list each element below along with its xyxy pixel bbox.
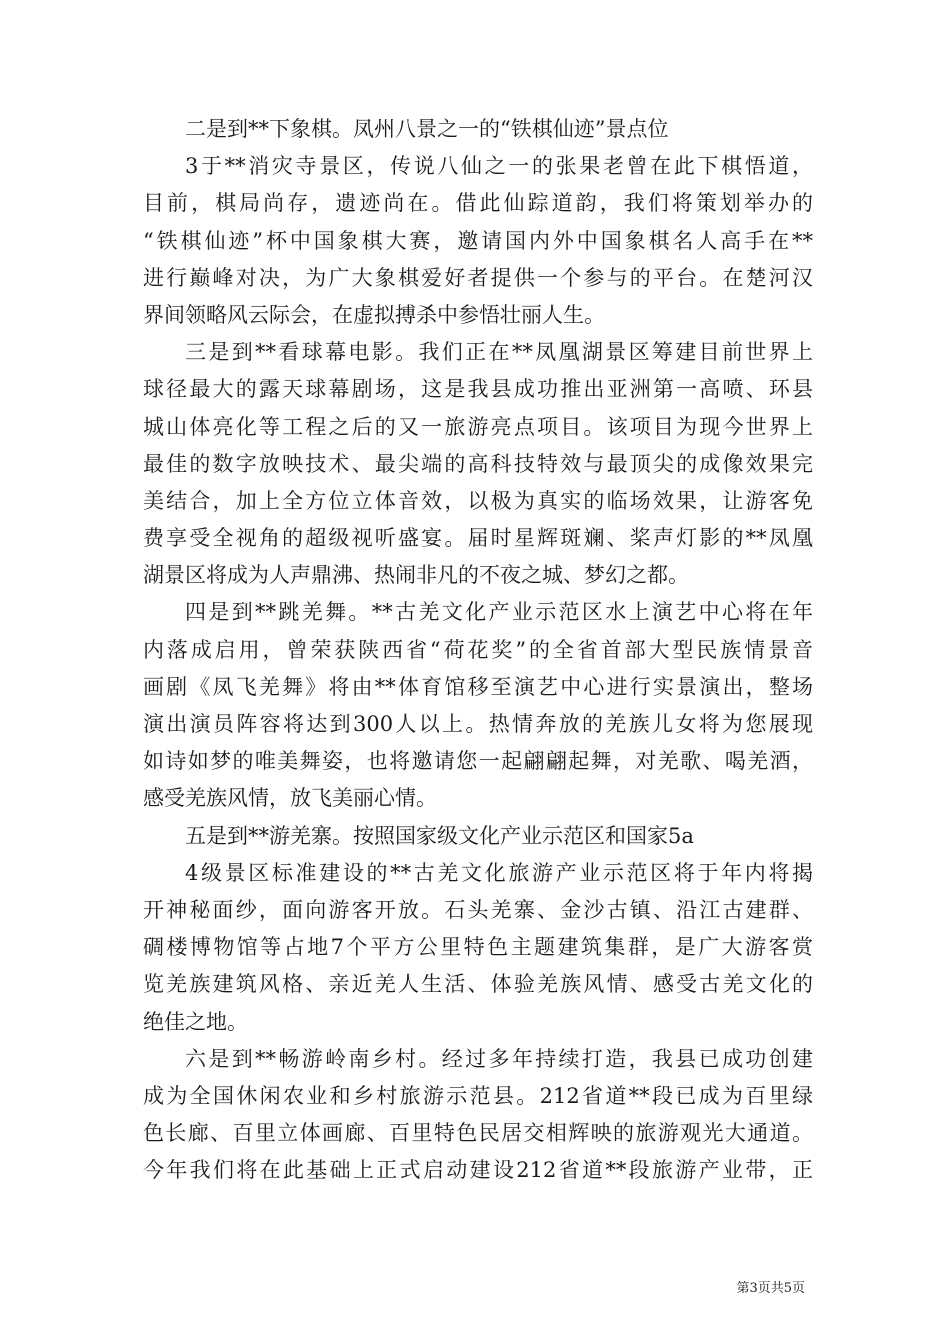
page-number-footer: 第3页共5页	[736, 1281, 805, 1296]
text-line: 如诗如梦的唯美舞姿，也将邀请您一起翩翩起舞，对羌歌、喝羌酒，	[143, 749, 813, 774]
text-line: 画剧《凤飞羌舞》将由**体育馆移至演艺中心进行实景演出，整场	[143, 674, 813, 699]
text-line: “铁棋仙迹”杯中国象棋大赛，邀请国内外中国象棋名人高手在**	[143, 228, 813, 253]
text-line: 目前，棋局尚存，遗迹尚在。借此仙踪道韵，我们将策划举办的	[143, 191, 813, 216]
text-line: 3于**消灾寺景区，传说八仙之一的张果老曾在此下棋悟道，	[185, 154, 813, 179]
text-line: 四是到**跳羌舞。**古羌文化产业示范区水上演艺中心将在年	[185, 600, 813, 625]
text-line: 感受羌族风情，放飞美丽心情。	[143, 786, 437, 811]
text-line: 美结合，加上全方位立体音效，以极为真实的临场效果，让游客免	[143, 488, 813, 513]
text-line: 4级景区标准建设的**古羌文化旅游产业示范区将于年内将揭	[185, 860, 813, 885]
text-line: 开神秘面纱，面向游客开放。石头羌寨、金沙古镇、沿江古建群、	[143, 897, 813, 922]
text-line: 五是到**游羌寨。按照国家级文化产业示范区和国家5a	[185, 823, 694, 848]
text-line: 球径最大的露天球幕剧场，这是我县成功推出亚洲第一高喷、环县	[143, 377, 813, 402]
text-line: 演出演员阵容将达到300人以上。热情奔放的羌族儿女将为您展现	[143, 712, 813, 736]
text-line: 湖景区将成为人声鼎沸、热闹非凡的不夜之城、梦幻之都。	[143, 563, 689, 588]
text-line: 进行巅峰对决，为广大象棋爱好者提供一个参与的平台。在楚河汉	[143, 265, 813, 290]
text-line: 色长廊、百里立体画廊、百里特色民居交相辉映的旅游观光大通道。	[143, 1121, 813, 1146]
text-line: 览羌族建筑风格、亲近羌人生活、体验羌族风情、感受古羌文化的	[143, 972, 813, 997]
text-line: 绝佳之地。	[143, 1009, 248, 1034]
text-line: 城山体亮化等工程之后的又一旅游亮点项目。该项目为现今世界上	[143, 414, 813, 439]
text-line: 最佳的数字放映技术、最尖端的高科技特效与最顶尖的成像效果完	[143, 451, 813, 476]
text-line: 二是到**下象棋。凤州八景之一的“铁棋仙迹”景点位	[185, 117, 669, 141]
text-line: 费享受全视角的超级视听盛宴。届时星辉斑斓、桨声灯影的**凤凰	[143, 526, 813, 551]
text-line: 三是到**看球幕电影。我们正在**凤凰湖景区筹建目前世界上	[185, 340, 813, 365]
body-text	[143, 111, 813, 1189]
text-line: 今年我们将在此基础上正式启动建设212省道**段旅游产业带，正	[143, 1158, 813, 1183]
text-line: 成为全国休闲农业和乡村旅游示范县。212省道**段已成为百里绿	[143, 1083, 813, 1108]
text-line: 六是到**畅游岭南乡村。经过多年持续打造，我县已成功创建	[185, 1046, 813, 1071]
text-line: 界间领略风云际会，在虚拟搏杀中参悟壮丽人生。	[143, 302, 605, 327]
text-line: 碉楼博物馆等占地7个平方公里特色主题建筑集群，是广大游客赏	[143, 935, 813, 960]
text-line: 内落成启用，曾荣获陕西省“荷花奖”的全省首部大型民族情景音	[143, 637, 813, 662]
